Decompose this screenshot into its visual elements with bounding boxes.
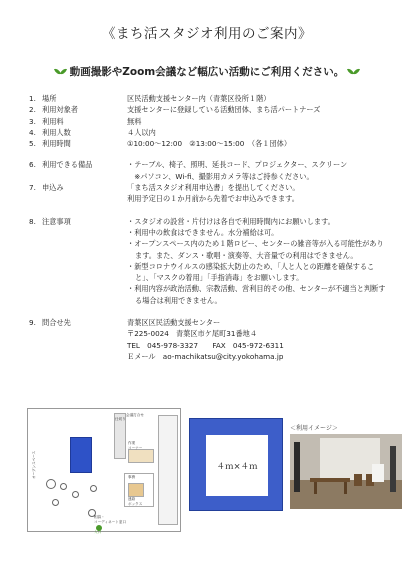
studio-size-label: ４ｍ×４ｍ <box>206 435 268 496</box>
item-equipment <box>29 159 399 182</box>
subtitle-text: 動画撮影やZoom会議など幅広い活動にご利用ください。 <box>69 66 345 78</box>
item-label: 利用料 <box>42 116 64 126</box>
note-item: ・利用内容が政治活動、宗教活動、営利目的その他、センターが不適当と判断する場合は利用できません。 <box>127 284 386 305</box>
note-item: ・スタジオの設営・片付けは各自で利用時間内にお願いします。 <box>127 216 335 226</box>
label-mailbox: 連絡 ボックス <box>128 497 143 506</box>
item-application <box>29 182 399 205</box>
item-number: 4. <box>29 127 36 137</box>
table-icon <box>60 483 67 490</box>
item-contact <box>29 317 399 362</box>
item-value: 支援センターに登録している活動団体、まち活パートナーズ <box>127 105 321 115</box>
contact-org: 青葉区区民活動支援センター <box>127 318 221 328</box>
work-corner <box>128 449 154 463</box>
contact-phone: TEL 045-978-3327 FAX 045-972-6311 <box>127 340 284 350</box>
item-target <box>29 104 399 115</box>
item-label: 利用時間 <box>42 139 71 149</box>
item-value: 「まち活スタジオ利用申込書」を提出してください。 <box>127 183 300 193</box>
item-fee <box>29 116 399 127</box>
label-partition: 仕切り <box>115 417 126 421</box>
item-value: ①10:00～12:00 ②13:00～15:00 （各１団体） <box>127 139 292 149</box>
photo-caption: ＜利用イメージ＞ <box>290 425 338 432</box>
item-location <box>29 93 399 104</box>
info-list <box>29 93 399 362</box>
sprout-icon <box>55 68 66 77</box>
table-icon <box>72 491 79 498</box>
contact-email[interactable]: Ｅメール ao-machikatsu@city.yokohama.jp <box>127 351 284 361</box>
item-value: 利用予定日の１か月前から先着でお申込みできます。 <box>127 194 299 204</box>
item-number: 6. <box>29 160 36 170</box>
studio-photo <box>290 434 402 509</box>
studio-area-marker <box>70 437 92 473</box>
item-number: 2. <box>29 105 36 115</box>
floor-map <box>27 408 181 532</box>
item-label: 申込み <box>42 183 64 193</box>
item-value: 区民活動支援センター内（青葉区役所１階） <box>127 94 271 103</box>
studio-photo-illustration <box>290 434 402 509</box>
label-meeting: 会議打合せ <box>126 413 144 417</box>
sprout-icon <box>348 68 359 77</box>
item-label: 利用対象者 <box>42 105 78 115</box>
item-value: 無料 <box>127 116 142 126</box>
table-icon <box>52 499 59 506</box>
note-item: ・新型コロナウイルスの感染拡大防止のため、「人と人との距離を確保すること」、「マスクの着用」「手指消毒」をお願いします。 <box>127 261 375 283</box>
table-icon <box>46 479 56 489</box>
contact-address: 〒225-0024 青葉区市ケ尾町31番地４ <box>127 329 258 339</box>
item-label: 場所 <box>42 94 57 103</box>
label-open-space: オープンスペース <box>32 450 36 479</box>
item-hours <box>29 138 399 149</box>
item-number: 9. <box>29 318 36 328</box>
item-number: 1. <box>29 94 36 103</box>
label-office: 事務 <box>128 475 136 479</box>
mailbox-area <box>128 483 144 497</box>
label-reception: 相談・ コーディネート窓口 <box>94 515 127 524</box>
page-subtitle <box>0 64 414 79</box>
label-entrance: 入口 <box>94 530 102 534</box>
table-icon <box>90 485 97 492</box>
item-capacity <box>29 127 399 138</box>
item-value: ※パソコン、Wi-fi、撮影用カメラ等はご持参ください。 <box>127 171 314 181</box>
item-number: 3. <box>29 116 36 126</box>
studio-size-diagram <box>189 418 283 511</box>
item-label: 利用できる備品 <box>42 160 93 170</box>
note-item: ・オープンスペース内のため１階ロビー、センターの雑音等が入る可能性があります。また、ダンス・歌唱・演奏等、大音量での利用はできません。 <box>127 239 384 260</box>
side-corridor <box>158 415 178 525</box>
item-label: 利用人数 <box>42 127 71 137</box>
item-notes <box>29 216 399 306</box>
note-item: ・利用中の飲食はできません。水分補給は可。 <box>127 227 279 237</box>
item-value: ・テーブル、椅子、照明、延長コード、プロジェクター、スクリーン <box>127 160 348 170</box>
item-number: 5. <box>29 139 36 149</box>
page-title: 《まち活スタジオ利用のご案内》 <box>102 26 312 42</box>
item-value: ４人以内 <box>127 127 156 137</box>
label-work-corner: 作業 コーナー <box>128 441 143 450</box>
item-number: 7. <box>29 183 36 193</box>
item-label: 問合せ先 <box>42 318 71 328</box>
item-label: 注意事項 <box>42 216 71 226</box>
item-number: 8. <box>29 216 36 226</box>
